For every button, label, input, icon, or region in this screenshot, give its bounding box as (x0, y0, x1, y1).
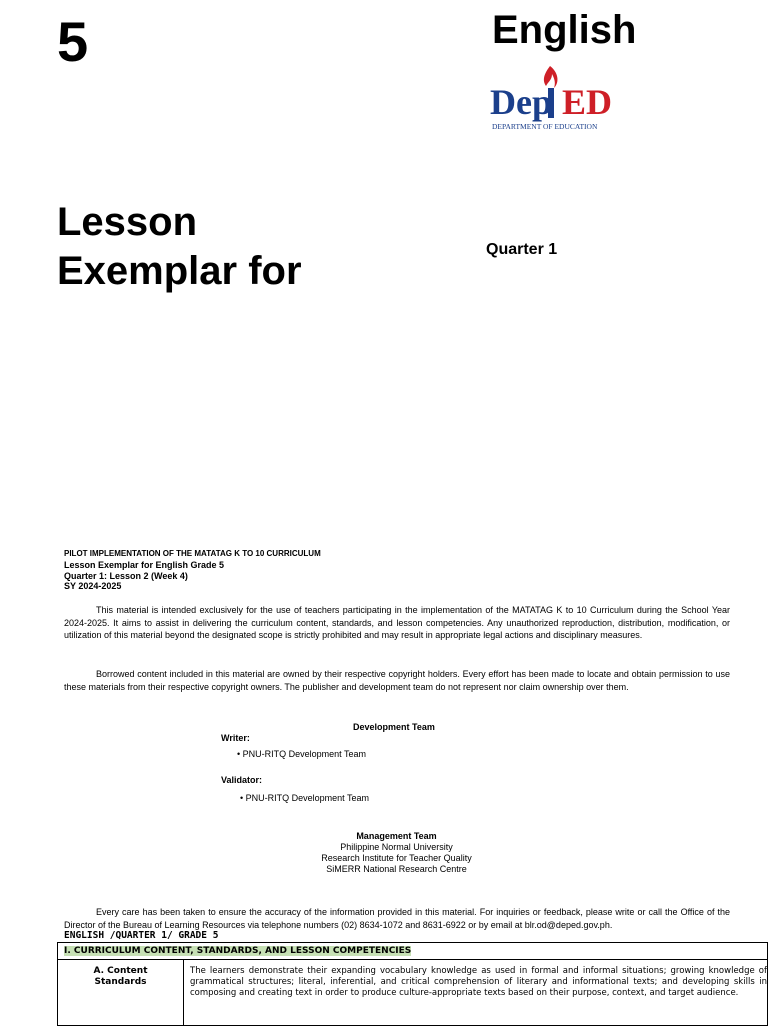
management-team (0, 831, 768, 875)
quarter-label: Quarter 1 (486, 241, 558, 258)
logo-ed-text: ED (562, 82, 613, 122)
copyright-paragraph: Borrowed content included in this material are owned by their respective copyright holders. Every effort has been made to locate and obtain permission to use these materials from their respective copyright owners. The publisher and development team do not represent nor claim ownership over them. (64, 669, 730, 692)
meta-lesson: Quarter 1: Lesson 2 (Week 4) (64, 570, 188, 581)
section-title-row (57, 942, 768, 960)
meta-school-year: SY 2024-2025 (64, 581, 122, 591)
grade-number: 5 (57, 10, 89, 73)
deped-logo (490, 62, 630, 134)
row-content: The learners demonstrate their expanding vocabulary knowledge as used in formal and informal situations; growing knowledge of grammatical structures; literal, inferential, and critical comprehension of literary and informational texts; and developing skills in composing and creating text in order to produce culture-appropriate texts based on their purpose, context, and target audience. (190, 966, 767, 998)
meta-title: Lesson Exemplar for English Grade 5 (64, 560, 225, 570)
inquiries-paragraph: Every care has been taken to ensure the accuracy of the information provided in this material. For inquiries or feedback, please write or call the Office of the Director of the Bureau of Learning Resources via telephone numbers (02) 8634-1072 and 8631-6922 or by email at blr.od@deped.gov.ph. (64, 907, 730, 930)
table-row (57, 960, 768, 1026)
lesson-title (57, 198, 302, 296)
logo-dep-text: Dep (490, 82, 552, 122)
row-label (58, 960, 184, 1025)
management-line-1: Philippine Normal University (340, 842, 453, 852)
writer-label: Writer: (221, 733, 250, 743)
validator-item: • PNU-RITQ Development Team (240, 793, 370, 803)
validator-label: Validator: (221, 775, 263, 785)
lesson-title-line1: Lesson (57, 200, 198, 244)
writer-item: • PNU-RITQ Development Team (237, 749, 367, 759)
usage-notice-paragraph: This material is intended exclusively for the use of teachers participating in the implementation of the MATATAG K to 10 Curriculum during the School Year 2024-2025. It aims to assist in delivering the curriculum content, standards, and lesson competencies. Any unauthorized reproduction, distribution, modification, or utilization of this material beyond the designated scope is strictly prohibited and may result in appropriate legal actions and disciplinary measures. (64, 605, 730, 640)
row-label-line2: Standards (94, 977, 147, 987)
management-line-3: SiMERR National Research Centre (326, 864, 467, 874)
section-title: I. CURRICULUM CONTENT, STANDARDS, AND LESSON COMPETENCIES (64, 946, 412, 956)
table-header: ENGLISH /QUARTER 1/ GRADE 5 (64, 930, 219, 941)
logo-tagline: DEPARTMENT OF EDUCATION (492, 122, 598, 131)
pilot-heading: PILOT IMPLEMENTATION OF THE MATATAG K TO 10 CURRICULUM (64, 549, 321, 558)
subject-title: English (492, 8, 637, 52)
development-team-title: Development Team (353, 722, 435, 732)
lesson-title-line2: Exemplar for (57, 249, 302, 293)
management-team-title: Management Team (356, 831, 437, 841)
document-meta (64, 560, 224, 592)
management-line-2: Research Institute for Teacher Quality (321, 853, 472, 863)
row-label-line1: A. Content (93, 966, 148, 976)
curriculum-table (57, 942, 768, 1026)
